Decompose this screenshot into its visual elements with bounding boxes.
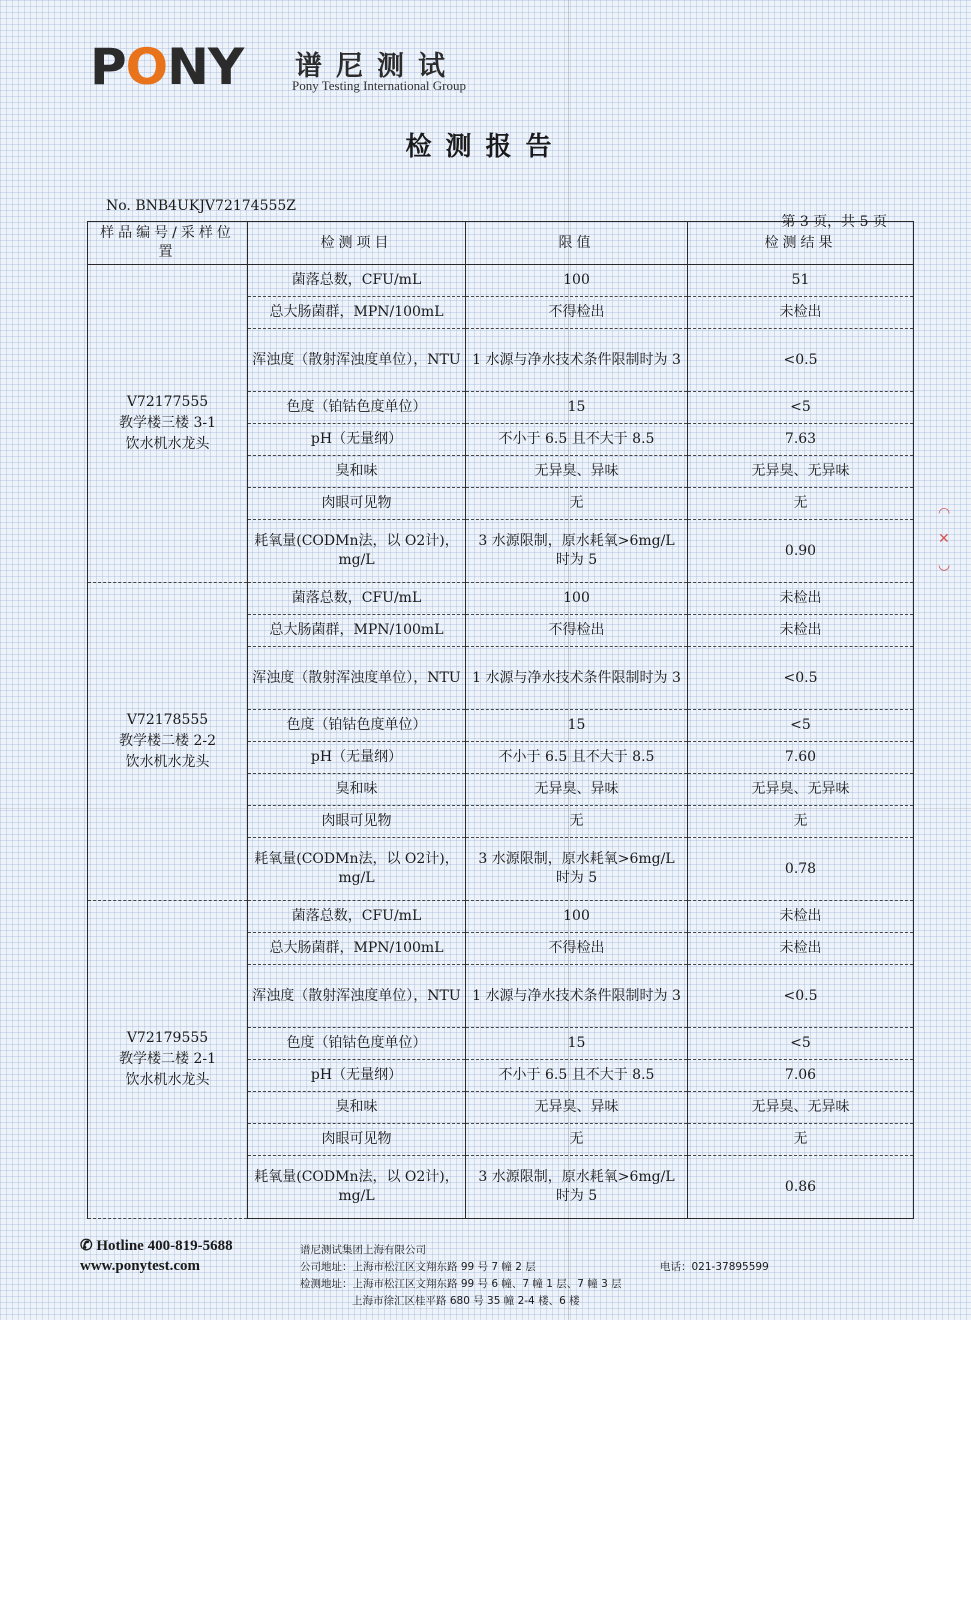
document-title: 检测报告 (405, 132, 566, 162)
test-item-cell: 总大肠菌群，MPN/100mL (248, 615, 466, 647)
result-cell: 无 (688, 1124, 914, 1156)
sample-location: 饮水机水龙头 (125, 754, 210, 770)
hotline-text: ✆ Hotline 400-819-5688 (80, 1238, 233, 1254)
limit-cell: 100 (466, 901, 688, 933)
result-cell: 未检出 (688, 297, 914, 329)
table-row (88, 583, 914, 615)
result-cell: 未检出 (688, 615, 914, 647)
report-number: No. BNB4UKJV72174555Z (106, 198, 297, 214)
limit-cell: 不得检出 (466, 615, 688, 647)
limit-cell: 100 (466, 583, 688, 615)
result-cell: 7.06 (688, 1060, 914, 1092)
results-table (87, 221, 914, 1219)
result-cell: <5 (688, 710, 914, 742)
limit-cell: 不得检出 (466, 297, 688, 329)
test-item-cell: 浑浊度（散射浑浊度单位），NTU (248, 965, 466, 1028)
limit-cell: 无 (466, 1124, 688, 1156)
seal-stamp-edge: ◠ ✕ ◡ (938, 505, 951, 573)
limit-cell: 无 (466, 806, 688, 838)
header-item: 检测项目 (248, 222, 466, 265)
result-cell: <0.5 (688, 965, 914, 1028)
limit-cell: 不得检出 (466, 933, 688, 965)
result-cell: 无 (688, 806, 914, 838)
test-item-cell: pH（无量纲） (248, 1060, 466, 1092)
result-cell: 7.63 (688, 424, 914, 456)
footer-addresses (300, 1242, 622, 1310)
result-cell: 7.60 (688, 742, 914, 774)
result-cell: 无异臭、无异味 (688, 1092, 914, 1124)
result-cell: <5 (688, 1028, 914, 1060)
website-text: www.ponytest.com (80, 1258, 200, 1274)
logo-chinese-name: 谱尼测试 (295, 51, 459, 82)
limit-cell: 不小于 6.5 且不大于 8.5 (466, 742, 688, 774)
limit-cell: 1 水源与净水技术条件限制时为 3 (466, 329, 688, 392)
limit-cell: 无 (466, 488, 688, 520)
limit-cell: 1 水源与净水技术条件限制时为 3 (466, 965, 688, 1028)
limit-cell: 无异臭、异味 (466, 774, 688, 806)
test-item-cell: 臭和味 (248, 774, 466, 806)
limit-cell: 3 水源限制，原水耗氧>6mg/L 时为 5 (466, 520, 688, 583)
test-item-cell: 耗氧量(CODMn法，以 O2计)，mg/L (248, 520, 466, 583)
limit-cell: 15 (466, 710, 688, 742)
footer-contact (80, 1236, 233, 1276)
logo-english-name: Pony Testing International Group (292, 78, 466, 93)
sample-cell (88, 583, 248, 901)
limit-cell: 无异臭、异味 (466, 456, 688, 488)
header-sample: 样品编号/采样位置 (88, 222, 248, 265)
limit-cell: 1 水源与净水技术条件限制时为 3 (466, 647, 688, 710)
result-cell: 0.78 (688, 838, 914, 901)
test-item-cell: 臭和味 (248, 1092, 466, 1124)
test-item-cell: 菌落总数，CFU/mL (248, 583, 466, 615)
test-item-cell: 总大肠菌群，MPN/100mL (248, 297, 466, 329)
test-item-cell: 肉眼可见物 (248, 806, 466, 838)
phone-icon: ✆ (80, 1238, 97, 1254)
test-item-cell: 肉眼可见物 (248, 1124, 466, 1156)
page-indicator: 第 3 页，共 5 页 (781, 214, 887, 230)
sample-cell (88, 901, 248, 1219)
company-address: 公司地址：上海市松江区文翔东路 99 号 7 幢 2 层 (300, 1261, 536, 1273)
sample-cell (88, 265, 248, 583)
test-item-cell: pH（无量纲） (248, 424, 466, 456)
header-limit: 限值 (466, 222, 688, 265)
result-cell: 51 (688, 265, 914, 297)
sample-id: V72177555 (126, 394, 209, 410)
limit-cell: 不小于 6.5 且不大于 8.5 (466, 424, 688, 456)
table-header-row (88, 222, 914, 265)
test-item-cell: 菌落总数，CFU/mL (248, 901, 466, 933)
limit-cell: 3 水源限制，原水耗氧>6mg/L 时为 5 (466, 1156, 688, 1219)
test-item-cell: 色度（铂钴色度单位） (248, 710, 466, 742)
lab-address-1: 检测地址：上海市松江区文翔东路 99 号 6 幢、7 幢 1 层、7 幢 3 层 (300, 1278, 622, 1290)
header-result: 检测结果 (688, 222, 914, 265)
result-cell: 未检出 (688, 901, 914, 933)
test-item-cell: 浑浊度（散射浑浊度单位），NTU (248, 647, 466, 710)
test-item-cell: 耗氧量(CODMn法，以 O2计)，mg/L (248, 1156, 466, 1219)
result-cell: <0.5 (688, 329, 914, 392)
limit-cell: 不小于 6.5 且不大于 8.5 (466, 1060, 688, 1092)
test-item-cell: pH（无量纲） (248, 742, 466, 774)
limit-cell: 100 (466, 265, 688, 297)
result-cell: 无 (688, 488, 914, 520)
limit-cell: 15 (466, 1028, 688, 1060)
test-item-cell: 色度（铂钴色度单位） (248, 1028, 466, 1060)
table-body (88, 265, 914, 1219)
test-item-cell: 肉眼可见物 (248, 488, 466, 520)
company-name: 谱尼测试集团上海有限公司 (300, 1244, 426, 1256)
sample-location: 教学楼二楼 2-2 (119, 733, 216, 749)
result-cell: <0.5 (688, 647, 914, 710)
sample-location: 饮水机水龙头 (125, 436, 210, 452)
test-item-cell: 总大肠菌群，MPN/100mL (248, 933, 466, 965)
lab-address-2: 上海市徐汇区桂平路 680 号 35 幢 2-4 楼、6 楼 (352, 1295, 580, 1307)
limit-cell: 无异臭、异味 (466, 1092, 688, 1124)
result-cell: <5 (688, 392, 914, 424)
sample-location: 饮水机水龙头 (125, 1072, 210, 1088)
limit-cell: 3 水源限制，原水耗氧>6mg/L 时为 5 (466, 838, 688, 901)
sample-location: 教学楼三楼 3-1 (119, 415, 216, 431)
test-item-cell: 臭和味 (248, 456, 466, 488)
result-cell: 0.86 (688, 1156, 914, 1219)
test-item-cell: 浑浊度（散射浑浊度单位），NTU (248, 329, 466, 392)
table-row (88, 901, 914, 933)
result-cell: 0.90 (688, 520, 914, 583)
result-cell: 未检出 (688, 583, 914, 615)
sample-id: V72179555 (126, 1030, 209, 1046)
logo-wordmark: PONY (90, 38, 244, 96)
table-row (88, 265, 914, 297)
sample-id: V72178555 (126, 712, 209, 728)
test-item-cell: 菌落总数，CFU/mL (248, 265, 466, 297)
result-cell: 未检出 (688, 933, 914, 965)
footer-phone: 电话：021-37895599 (660, 1261, 769, 1273)
sample-location: 教学楼二楼 2-1 (119, 1051, 216, 1067)
result-cell: 无异臭、无异味 (688, 774, 914, 806)
result-cell: 无异臭、无异味 (688, 456, 914, 488)
test-item-cell: 耗氧量(CODMn法，以 O2计)，mg/L (248, 838, 466, 901)
test-item-cell: 色度（铂钴色度单位） (248, 392, 466, 424)
limit-cell: 15 (466, 392, 688, 424)
